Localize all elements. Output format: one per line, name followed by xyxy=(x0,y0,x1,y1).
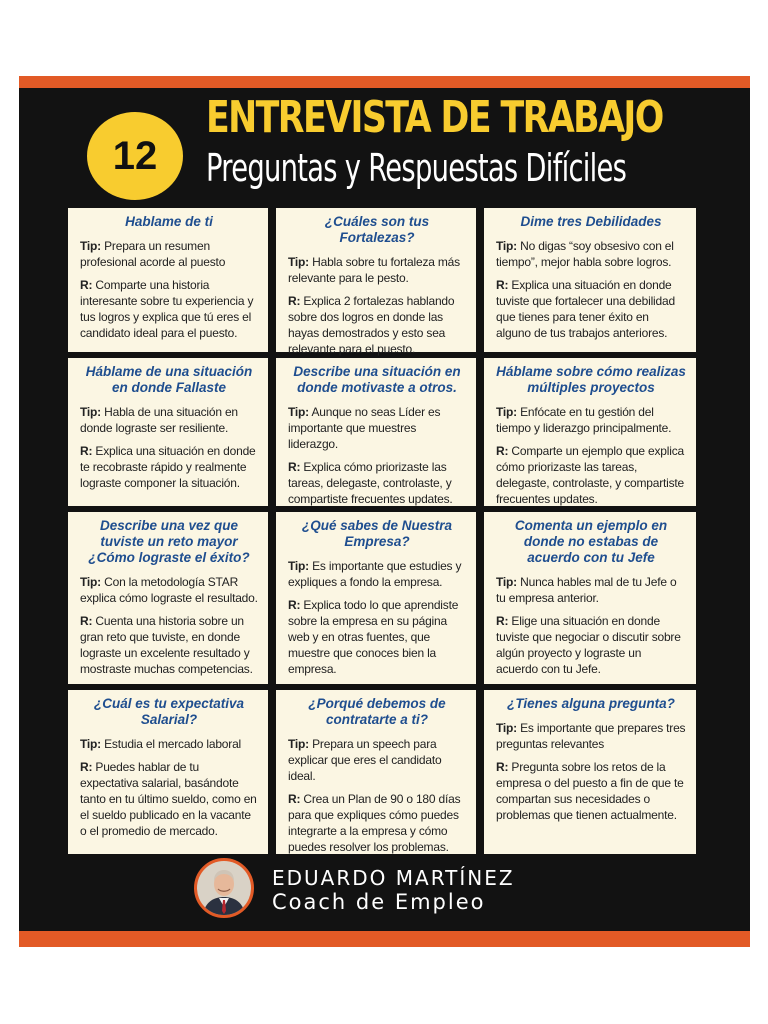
question-card xyxy=(276,208,476,356)
badge-number: 12 xyxy=(112,133,158,178)
tip-label: Tip: xyxy=(496,721,517,735)
question-card xyxy=(484,512,696,684)
question-card xyxy=(484,358,696,506)
answer-text: Explica una situación en donde te recobraste rápido y realmente lograste componer la situación. xyxy=(80,444,256,490)
answer-label: R: xyxy=(496,444,509,458)
card-title: ¿Porqué debemos de contratarte a ti? xyxy=(308,696,446,727)
tip-text: No digas “soy obsesivo con el tiempo”, mejor habla sobre logros. xyxy=(496,239,674,269)
answer-text: Explica una situación en donde tuviste que fortalecer una debilidad que tienes para tener éxito en alguno de tus trabajos anteriores. xyxy=(496,278,675,340)
top-accent-bar xyxy=(19,76,750,88)
answer-text: Crea un Plan de 90 o 180 días para que expliques cómo puedes integrarte a la empresa y cómo puedes resolver los problemas. xyxy=(288,792,461,854)
author-name: EDUARDO MARTÍNEZ xyxy=(272,866,515,890)
tip-text: Es importante que estudies y expliques a fondo la empresa. xyxy=(288,559,462,589)
answer-label: R: xyxy=(496,614,509,628)
question-card xyxy=(276,512,476,684)
tip-label: Tip: xyxy=(496,239,517,253)
tip-text: Con la metodología STAR explica cómo lograste el resultado. xyxy=(80,575,258,605)
tip-label: Tip: xyxy=(496,405,517,419)
card-title: Comenta un ejemplo en donde no estabas de acuerdo con tu Jefe xyxy=(514,518,668,565)
question-card xyxy=(68,690,268,854)
card-title: Dime tres Debilidades xyxy=(520,214,662,229)
answer-label: R: xyxy=(496,760,509,774)
tip-label: Tip: xyxy=(288,255,309,269)
author-role: Coach de Empleo xyxy=(272,890,486,914)
question-card xyxy=(484,208,696,352)
tip-text: Habla de una situación en donde lograste ser resiliente. xyxy=(80,405,238,435)
answer-text: Explica 2 fortalezas hablando sobre dos logros en donde las hayas demostrados y esto sea relevante para el puesto. xyxy=(288,294,455,356)
answer-label: R: xyxy=(80,444,93,458)
card-title: ¿Cuáles son tus Fortalezas? xyxy=(324,214,430,245)
answer-label: R: xyxy=(80,614,93,628)
tip-label: Tip: xyxy=(288,559,309,573)
question-card xyxy=(68,208,268,352)
question-card xyxy=(68,358,268,506)
answer-text: Explica cómo priorizaste las tareas, delegaste, controlaste, y compartiste frecuentes updates. xyxy=(288,460,453,506)
answer-label: R: xyxy=(80,278,93,292)
card-title: ¿Qué sabes de Nuestra Empresa? xyxy=(301,518,453,549)
answer-text: Comparte una historia interesante sobre tu experiencia y tus logros y explica que tú eres el candidato ideal para el puesto. xyxy=(80,278,254,340)
tip-label: Tip: xyxy=(288,405,309,419)
number-badge xyxy=(87,112,183,200)
answer-label: R: xyxy=(288,294,301,308)
author-avatar xyxy=(194,858,254,918)
page-title: ENTREVISTA DE TRABAJO xyxy=(206,92,663,143)
card-title: Háblame sobre cómo realizas múltiples proyectos xyxy=(496,364,686,395)
answer-text: Explica todo lo que aprendiste sobre la empresa en su página web y en otras fuentes, que muestre que conoces bien la empresa. xyxy=(288,598,459,676)
tip-label: Tip: xyxy=(288,737,309,751)
tip-label: Tip: xyxy=(80,737,101,751)
tip-text: Habla sobre tu fortaleza más relevante para le pesto. xyxy=(288,255,460,285)
card-title: Describe una situación en donde motivaste a otros. xyxy=(293,364,461,395)
tip-text: Estudia el mercado laboral xyxy=(104,737,242,751)
tip-text: Prepara un speech para explicar que eres el candidato ideal. xyxy=(288,737,442,783)
author-photo-icon xyxy=(197,861,251,915)
tip-text: Enfócate en tu gestión del tiempo y liderazgo principalmente. xyxy=(496,405,672,435)
tip-text: Prepara un resumen profesional acorde al puesto xyxy=(80,239,226,269)
question-card xyxy=(68,512,268,684)
card-title: Hablame de ti xyxy=(125,214,213,229)
answer-label: R: xyxy=(288,598,301,612)
tip-label: Tip: xyxy=(80,405,101,419)
answer-label: R: xyxy=(288,460,301,474)
answer-label: R: xyxy=(80,760,93,774)
question-card xyxy=(276,690,476,854)
answer-label: R: xyxy=(496,278,509,292)
answer-text: Pregunta sobre los retos de la empresa o del puesto a fin de que te compartan sus necesidades o problemas que tienen actualmente. xyxy=(496,760,684,822)
card-title: Describe una vez que tuviste un reto mayor ¿Cómo lograste el éxito? xyxy=(88,518,250,565)
answer-text: Elige una situación en donde tuviste que negociar o discutir sobre algún proyecto y lograste un acuerdo con tu Jefe. xyxy=(496,614,681,676)
answer-text: Comparte un ejemplo que explica cómo priorizaste las tareas, delegaste, controlaste, y compartiste frecuentes updates. xyxy=(496,444,685,506)
card-title: ¿Cuál es tu expectativa Salarial? xyxy=(93,696,245,727)
answer-text: Cuenta una historia sobre un gran reto que tuviste, en donde lograste un excelente resultado y mostraste muchas competencias. xyxy=(80,614,253,676)
answer-text: Puedes hablar de tu expectativa salarial, basándote tanto en tu último sueldo, como en el sueldo publicado en la vacante o el promedio de mercado. xyxy=(80,760,257,838)
tip-text: Nunca hables mal de tu Jefe o tu empresa anterior. xyxy=(496,575,677,605)
card-title: ¿Tienes alguna pregunta? xyxy=(507,696,675,711)
page-subtitle: Preguntas y Respuestas Difíciles xyxy=(206,146,627,190)
question-card xyxy=(484,690,696,854)
tip-label: Tip: xyxy=(80,575,101,589)
answer-label: R: xyxy=(288,792,301,806)
tip-text: Aunque no seas Líder es importante que muestres liderazgo. xyxy=(288,405,441,451)
tip-label: Tip: xyxy=(496,575,517,589)
question-card xyxy=(276,358,476,506)
tip-label: Tip: xyxy=(80,239,101,253)
card-title: Háblame de una situación en donde Fallaste xyxy=(85,364,253,395)
bottom-accent-bar xyxy=(19,931,750,947)
tip-text: Es importante que prepares tres preguntas relevantes xyxy=(496,721,686,751)
